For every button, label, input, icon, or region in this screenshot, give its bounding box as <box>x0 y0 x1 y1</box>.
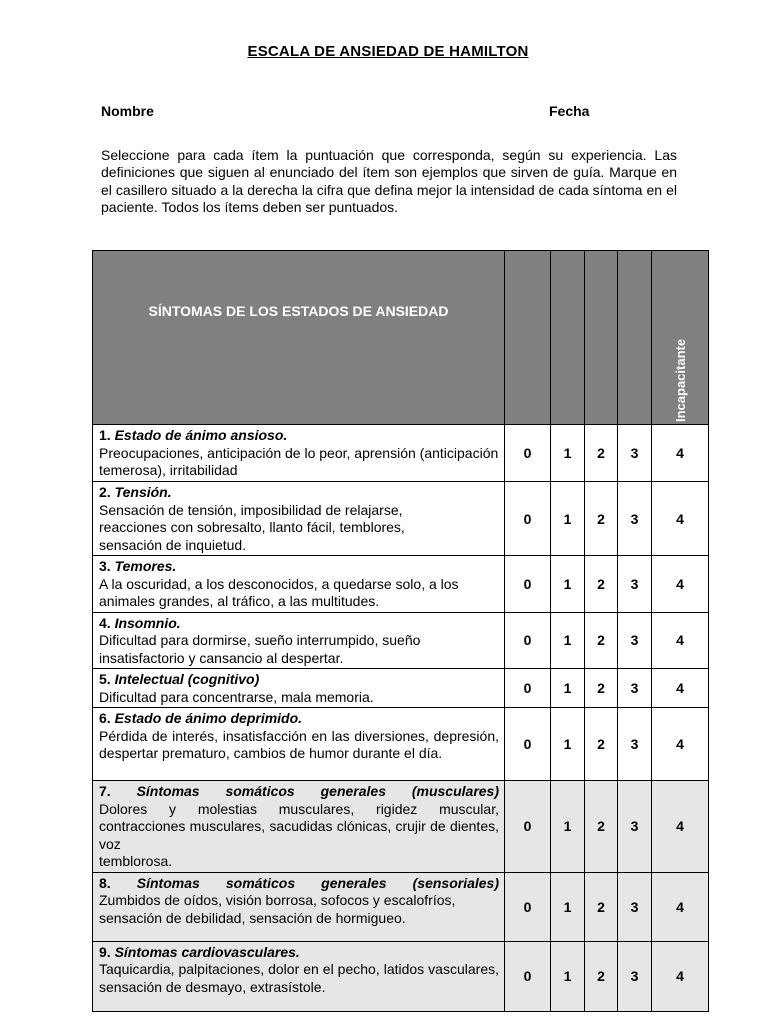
symptom-cell <box>93 872 505 941</box>
item-title: Insomnio. <box>114 614 181 631</box>
score-1[interactable]: 1 <box>551 872 585 941</box>
item-number: 2. <box>99 484 111 500</box>
score-0[interactable]: 0 <box>505 941 551 1011</box>
item-title: Temores. <box>114 558 177 574</box>
item-title: Síntomas somáticos generales (musculares) <box>136 783 500 799</box>
item-description-continued: temblorosa. <box>99 853 173 869</box>
score-4[interactable]: 4 <box>652 669 709 708</box>
score-4[interactable]: 4 <box>652 708 709 781</box>
table-row <box>93 612 709 669</box>
score-1[interactable]: 1 <box>551 612 585 669</box>
score-1[interactable]: 1 <box>551 482 585 556</box>
score-1-header <box>551 251 585 425</box>
score-2[interactable]: 2 <box>585 612 618 669</box>
name-label: Nombre <box>101 103 154 119</box>
symptom-cell <box>93 482 505 556</box>
score-3[interactable]: 3 <box>618 708 652 781</box>
score-2[interactable]: 2 <box>585 872 618 941</box>
instructions-text: Seleccione para cada ítem la puntuación que corresponda, según su experiencia. Las definiciones que siguen al enunciado del ítem son ejemplos que sirven de guía. Marque en el casillero situado a la derecha la cifra que defina mejor la intensidad de cada síntoma en el paciente. Todos los ítems deben ser puntuados. <box>101 147 677 215</box>
item-number: 8. <box>99 874 111 891</box>
item-number: 3. <box>99 558 111 574</box>
score-3[interactable]: 3 <box>618 612 652 669</box>
table-row <box>93 556 709 613</box>
score-3[interactable]: 3 <box>618 669 652 708</box>
score-0[interactable]: 0 <box>505 425 551 482</box>
score-2[interactable]: 2 <box>585 425 618 482</box>
item-title: Síntomas cardiovasculares. <box>114 943 300 960</box>
table-row <box>93 708 709 781</box>
score-3[interactable]: 3 <box>618 872 652 941</box>
item-number: 7. <box>99 783 111 799</box>
score-3[interactable]: 3 <box>618 941 652 1011</box>
score-0[interactable]: 0 <box>505 781 551 873</box>
score-1[interactable]: 1 <box>551 556 585 613</box>
score-2[interactable]: 2 <box>585 941 618 1011</box>
symptom-cell <box>93 669 505 708</box>
score-3-header <box>618 251 652 425</box>
score-0[interactable]: 0 <box>505 556 551 613</box>
table-row <box>93 872 709 941</box>
item-description: Sensación de tensión, imposibilidad de relajarse, reacciones con sobresalto, llanto fácil, temblores, sensación de inquietud. <box>99 501 405 553</box>
document-title: ESCALA DE ANSIEDAD DE HAMILTON <box>247 43 529 60</box>
item-title: Estado de ánimo deprimido. <box>114 710 303 726</box>
table-row <box>93 669 709 708</box>
item-title: Intelectual (cognitivo) <box>114 671 260 687</box>
score-2[interactable]: 2 <box>585 708 618 781</box>
score-4[interactable]: 4 <box>652 941 709 1011</box>
table-row <box>93 941 709 1011</box>
score-0-header <box>505 251 551 425</box>
table-row <box>93 781 709 873</box>
score-1[interactable]: 1 <box>551 669 585 708</box>
score-1[interactable]: 1 <box>551 781 585 873</box>
score-1[interactable]: 1 <box>551 941 585 1011</box>
symptom-cell <box>93 556 505 613</box>
symptom-cell <box>93 781 505 873</box>
symptom-cell <box>93 612 505 669</box>
score-3[interactable]: 3 <box>618 556 652 613</box>
item-description: Taquicardia, palpitaciones, dolor en el pecho, latidos vasculares, sensación de desmayo, extrasístole. <box>99 961 499 995</box>
score-0[interactable]: 0 <box>505 612 551 669</box>
item-description: A la oscuridad, a los desconocidos, a quedarse solo, a los animales grandes, al tráfico, a las multitudes. <box>99 575 459 609</box>
score-4[interactable]: 4 <box>652 482 709 556</box>
score-1[interactable]: 1 <box>551 708 585 781</box>
score-3[interactable]: 3 <box>618 482 652 556</box>
score-2[interactable]: 2 <box>585 482 618 556</box>
score-2[interactable]: 2 <box>585 781 618 873</box>
date-label: Fecha <box>549 103 590 119</box>
item-number: 1. <box>99 427 111 443</box>
score-0[interactable]: 0 <box>505 482 551 556</box>
score-3[interactable]: 3 <box>618 425 652 482</box>
item-description: Dolores y molestias musculares, rigidez muscular, contracciones musculares, sacudidas clónicas, crujir de dientes, voz <box>99 800 499 852</box>
score-4[interactable]: 4 <box>652 612 709 669</box>
anxiety-scale-table <box>92 250 709 1012</box>
score-0[interactable]: 0 <box>505 708 551 781</box>
symptom-cell <box>93 941 505 1011</box>
score-4[interactable]: 4 <box>652 872 709 941</box>
item-title: Tensión. <box>114 484 172 500</box>
score-4[interactable]: 4 <box>652 781 709 873</box>
score-4-header <box>652 251 709 425</box>
item-number: 4. <box>99 614 111 631</box>
item-title: Estado de ánimo ansioso. <box>114 427 288 443</box>
item-description: Preocupaciones, anticipación de lo peor, aprensión (anticipación temerosa), irritabilidad <box>99 444 499 478</box>
item-title: Síntomas somáticos generales (sensoriales) <box>136 874 499 891</box>
table-row <box>93 482 709 556</box>
incapacitante-label: Incapacitante <box>673 338 688 422</box>
table-row <box>93 425 709 482</box>
score-0[interactable]: 0 <box>505 669 551 708</box>
table-header-row <box>93 251 709 425</box>
score-1[interactable]: 1 <box>551 425 585 482</box>
score-0[interactable]: 0 <box>505 872 551 941</box>
score-2[interactable]: 2 <box>585 669 618 708</box>
item-description: Zumbidos de oídos, visión borrosa, sofocos y escalofríos, sensación de debilidad, sensación de hormigueo. <box>99 892 456 926</box>
score-4[interactable]: 4 <box>652 556 709 613</box>
item-number: 6. <box>99 710 111 726</box>
symptom-cell <box>93 708 505 781</box>
symptom-cell <box>93 425 505 482</box>
item-description: Dificultad para concentrarse, mala memoria. <box>99 688 374 705</box>
score-2-header <box>585 251 618 425</box>
item-number: 5. <box>99 671 111 687</box>
item-description: Pérdida de interés, insatisfacción en las diversiones, depresión, despertar prematuro, cambios de humor durante el día. <box>99 727 499 761</box>
score-2[interactable]: 2 <box>585 556 618 613</box>
score-4[interactable]: 4 <box>652 425 709 482</box>
score-3[interactable]: 3 <box>618 781 652 873</box>
symptoms-column-header: SÍNTOMAS DE LOS ESTADOS DE ANSIEDAD <box>93 251 505 425</box>
item-number: 9. <box>99 943 111 960</box>
item-description: Dificultad para dormirse, sueño interrumpido, sueño insatisfactorio y cansancio al despertar. <box>99 632 421 666</box>
